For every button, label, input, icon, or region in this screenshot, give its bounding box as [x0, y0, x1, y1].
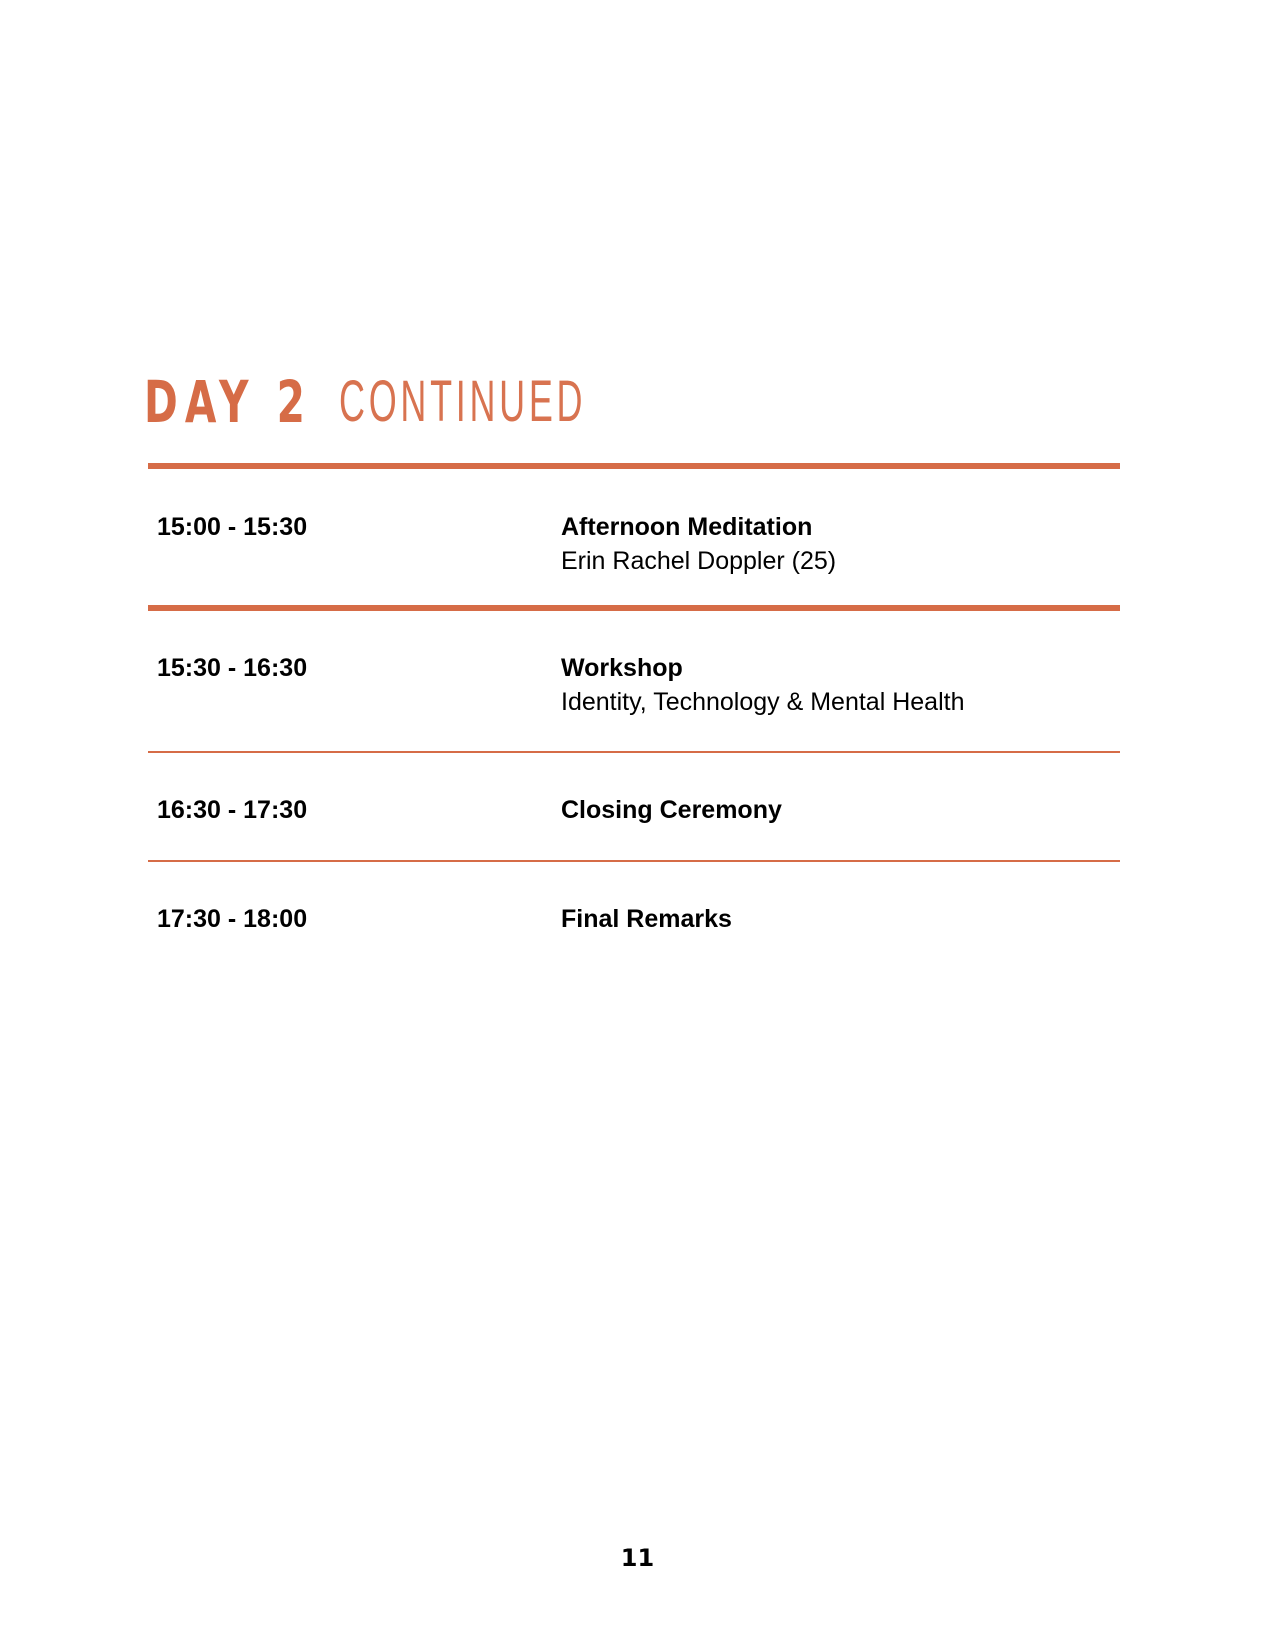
page-heading	[144, 368, 587, 436]
schedule-event	[561, 510, 836, 578]
heading-continued: CONTINUED	[339, 369, 587, 434]
page-number: 11	[620, 1544, 655, 1572]
heading-day: DAY 2	[144, 368, 313, 436]
schedule-top-divider	[148, 463, 1120, 469]
event-title: Afternoon Meditation	[561, 513, 813, 541]
event-title: Workshop	[561, 654, 683, 682]
event-title: Final Remarks	[561, 905, 732, 933]
schedule-time: 15:00 - 15:30	[157, 513, 308, 541]
schedule-time: 17:30 - 18:00	[157, 905, 308, 933]
schedule-row-divider	[148, 860, 1120, 862]
event-subtitle: Identity, Technology & Mental Health	[561, 688, 965, 716]
event-subtitle: Erin Rachel Doppler (25)	[561, 547, 837, 575]
event-title: Closing Ceremony	[561, 796, 782, 824]
schedule-event	[561, 793, 782, 827]
schedule-time: 16:30 - 17:30	[157, 796, 308, 824]
schedule-event	[561, 651, 964, 719]
schedule-row-divider	[148, 751, 1120, 753]
schedule-row-divider	[148, 605, 1120, 611]
schedule-event	[561, 902, 732, 936]
schedule-time: 15:30 - 16:30	[157, 654, 308, 682]
